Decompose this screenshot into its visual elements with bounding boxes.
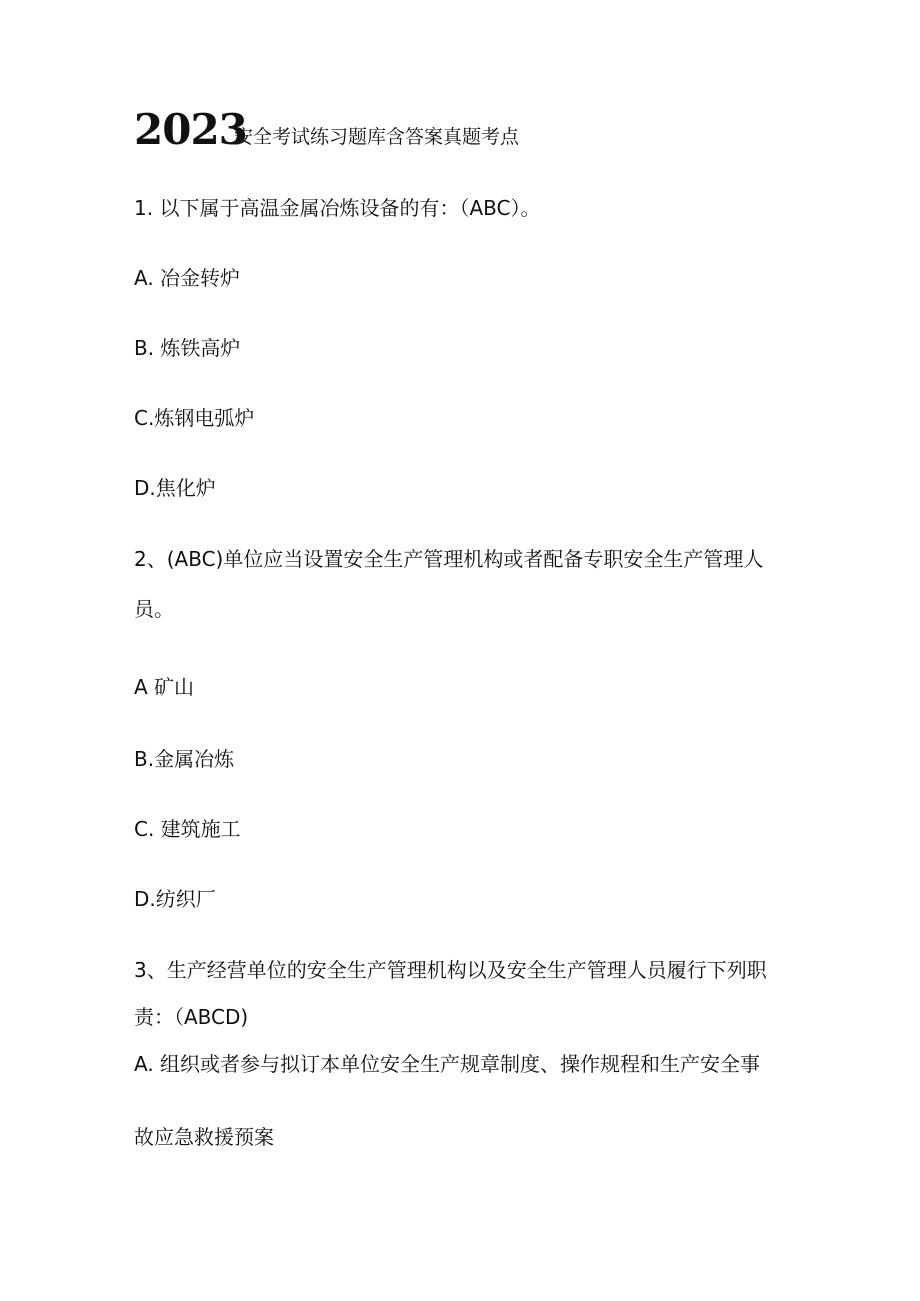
title-year: 2023 — [134, 105, 247, 154]
question-1-option-b: B. 炼铁高炉 — [134, 336, 241, 360]
question-2-stem-line-2: 员。 — [134, 597, 174, 621]
question-3-stem-line-2: 责：（ABCD) — [134, 1005, 249, 1029]
question-2-stem-line-1: 2、(ABC)单位应当设置安全生产管理机构或者配备专职安全生产管理人 — [134, 547, 764, 571]
question-3-option-a-line-2: 故应急救援预案 — [134, 1125, 274, 1149]
question-2-option-d: D.纺织厂 — [134, 887, 216, 911]
question-1-option-d: D.焦化炉 — [134, 476, 216, 500]
question-2-option-c: C. 建筑施工 — [134, 817, 241, 841]
question-1-option-a: A. 冶金转炉 — [134, 266, 241, 290]
question-1-stem: 1. 以下属于高温金属冶炼设备的有：（ABC）。 — [134, 196, 541, 220]
title-text: 安全考试练习题库含答案真题考点 — [234, 126, 520, 148]
question-3-option-a-line-1: A. 组织或者参与拟订本单位安全生产规章制度、操作规程和生产安全事 — [134, 1052, 761, 1076]
question-1-option-c: C.炼钢电弧炉 — [134, 406, 255, 430]
question-2-option-a: A 矿山 — [134, 675, 195, 699]
question-2-option-b: B.金属冶炼 — [134, 747, 235, 771]
question-3-stem-line-1: 3、生产经营单位的安全生产管理机构以及安全生产管理人员履行下列职 — [134, 958, 767, 982]
